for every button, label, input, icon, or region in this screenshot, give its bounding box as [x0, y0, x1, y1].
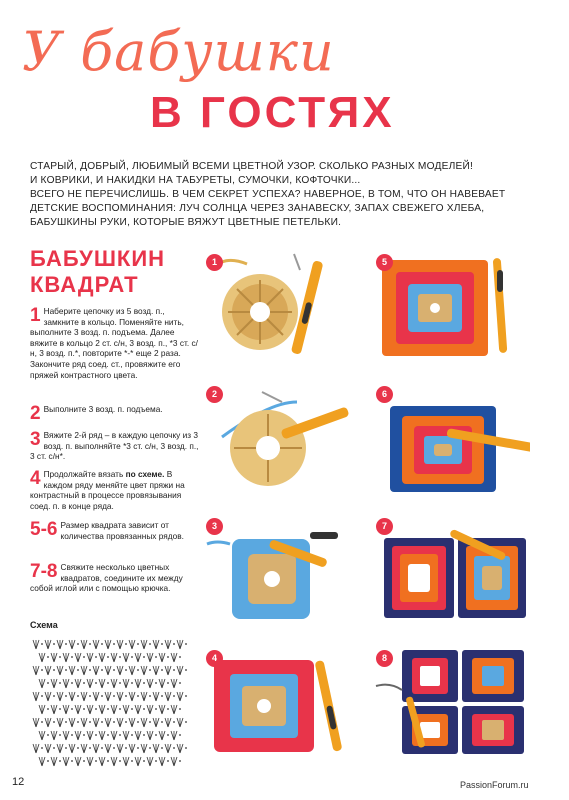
- step-2: [30, 404, 202, 423]
- photo-badge: 4: [206, 650, 223, 667]
- photo-badge: 7: [376, 518, 393, 535]
- page-number: 12: [12, 776, 25, 788]
- section-title: [30, 246, 200, 298]
- intro-line: ВСЕГО НЕ ПЕРЕЧИСЛИШЬ. В ЧЕМ СЕКРЕТ УСПЕХА? НАВЕРНОЕ, В ТОМ, ЧТО ОН НАВЕВАЕТ: [30, 189, 506, 200]
- intro-line: БАБУШКИНЫ РУКИ, КОТОРЫЕ ВЯЖУТ ЦВЕТНЫЕ ПЕТЕЛЬКИ.: [30, 217, 342, 228]
- photo-badge: 1: [206, 254, 223, 271]
- photo-step-6: [372, 382, 530, 492]
- crochet-two-squares-image: [372, 514, 530, 624]
- step-text: Выполните 3 возд. п. подъема.: [43, 404, 163, 414]
- crochet-square-red-image: [202, 646, 360, 756]
- crochet-four-squares-image: [372, 646, 530, 756]
- crochet-ring-blue-yarn-image: [202, 382, 360, 492]
- step-3: [30, 430, 202, 462]
- step-number: 3: [30, 429, 41, 450]
- step-text-bold: по схеме.: [125, 469, 165, 479]
- photo-step-2: [202, 382, 360, 492]
- intro-line: И КОВРИКИ, И НАКИДКИ НА ТАБУРЕТЫ, СУМОЧКИ, КОФТОЧКИ...: [30, 175, 361, 186]
- step-number: 7-8: [30, 561, 58, 582]
- photo-badge: 5: [376, 254, 393, 271]
- section-title-line: КВАДРАТ: [30, 272, 139, 297]
- step-text: Продолжайте вязать: [43, 469, 126, 479]
- photo-badge: 2: [206, 386, 223, 403]
- intro-line: СТАРЫЙ, ДОБРЫЙ, ЛЮБИМЫЙ ВСЕМИ ЦВЕТНОЙ УЗОР. СКОЛЬКО РАЗНЫХ МОДЕЛЕЙ!: [30, 161, 474, 172]
- crochet-square-navy-image: [372, 382, 530, 492]
- step-4: [30, 469, 202, 511]
- crochet-square-orange-image: [372, 250, 530, 360]
- photo-step-4: [202, 646, 360, 756]
- step-1: [30, 306, 202, 380]
- photo-step-8: [372, 646, 530, 756]
- step-number: 4: [30, 468, 41, 489]
- step-number: 2: [30, 403, 41, 424]
- page-title-bold: В ГОСТЯХ: [150, 88, 395, 137]
- schema-label: Схема: [30, 620, 58, 630]
- step-text: В каждом ряду меняйте цвет пряжи на контрастный в процессе провязывания соед. п. в конце ряда.: [30, 469, 185, 511]
- step-text: Свяжите несколько цветных квадратов, соедините их между собой иглой или с помощью крючка.: [30, 562, 183, 594]
- step-5-6: [30, 520, 202, 541]
- step-number: 1: [30, 305, 41, 326]
- photo-step-7: [372, 514, 530, 624]
- page-title-script: У бабушки: [22, 20, 335, 83]
- intro-paragraph: [30, 160, 550, 230]
- photo-badge: 3: [206, 518, 223, 535]
- site-watermark: PassionForum.ru: [460, 780, 529, 790]
- crochet-square-blue-image: [202, 514, 360, 624]
- photo-badge: 6: [376, 386, 393, 403]
- intro-line: ДЕТСКИЕ ВОСПОМИНАНИЯ: ЛУЧ СОЛНЦА ЧЕРЕЗ ЗАНАВЕСКУ, ЗАПАХ СВЕЖЕГО ХЛЕБА,: [30, 203, 485, 214]
- photo-badge: 8: [376, 650, 393, 667]
- step-text: Размер квадрата зависит от количества провязанных рядов.: [60, 520, 184, 541]
- photo-step-3: [202, 514, 360, 624]
- step-number: 5-6: [30, 519, 58, 540]
- step-text: Наберите цепочку из 5 возд. п., замкните в кольцо. Поменяйте нить, выполните 3 возд. п. подъема. Далее вяжите в кольцо 2 ст. с/н, 3 возд. п., *3 ст. с/н, 3 возд. п.*, повторите *-* еще 2 раза. Закончите ряд соед. ст., провяжите его пряжей контрастного цвета.: [30, 306, 198, 380]
- crochet-schema-diagram: [30, 632, 190, 770]
- step-text: Вяжите 2-й ряд – в каждую цепочку из 3 возд. п. выполняйте *3 ст. с/н, 3 возд. п., 3 ст. с/н*.: [30, 430, 199, 462]
- photo-step-5: [372, 250, 530, 360]
- step-7-8: [30, 562, 202, 594]
- section-title-line: БАБУШКИН: [30, 246, 166, 271]
- crochet-ring-image: [202, 250, 360, 360]
- photo-step-1: [202, 250, 360, 360]
